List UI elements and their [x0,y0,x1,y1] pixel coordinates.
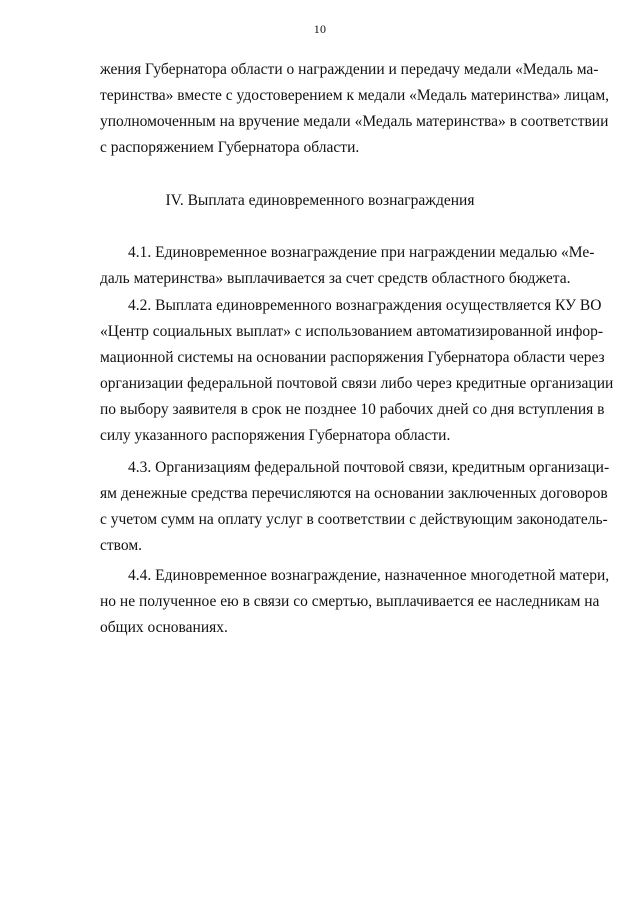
paragraph-4-1-line: даль материнства» выплачивается за счет средств областного бюджета. [100,270,571,287]
paragraph-4-2-line: мационной системы на основании распоряжения Губернатора области через [100,349,605,366]
paragraph-4-3-line: 4.3. Организациям федеральной почтовой связи, кредитным организаци- [128,459,610,476]
paragraph-4-4-line: общих основаниях. [100,619,228,636]
paragraph-4-2-line: силу указанного распоряжения Губернатора области. [100,427,451,444]
intro-line: уполномоченным на вручение медали «Медаль материнства» в соответствии [100,113,609,130]
paragraph-4-2-line: «Центр социальных выплат» с использованием автоматизированной инфор- [100,323,604,340]
paragraph-4-4-line: но не полученное ею в связи со смертью, выплачивается ее наследникам на [100,593,600,610]
paragraph-4-1-line: 4.1. Единовременное вознаграждение при награждении медалью «Ме- [128,244,595,261]
paragraph-4-2-line: организации федеральной почтовой связи либо через кредитные организации [100,375,614,392]
page-number: 10 [313,22,327,36]
intro-line: теринства» вместе с удостоверением к медали «Медаль материнства» лицам, [100,87,610,104]
paragraph-4-2-line: по выбору заявителя в срок не позднее 10 рабочих дней со дня вступления в [100,401,605,418]
intro-line: с распоряжением Губернатора области. [100,139,360,156]
paragraph-4-3-line: ством. [100,537,143,554]
paragraph-4-3-line: с учетом сумм на оплату услуг в соответствии с действующим законодатель- [100,511,608,528]
section-heading: IV. Выплата единовременного вознаграждения [165,192,475,209]
paragraph-4-4-line: 4.4. Единовременное вознаграждение, назначенное многодетной матери, [128,567,610,584]
paragraph-4-3-line: ям денежные средства перечисляются на основании заключенных договоров [100,485,608,502]
intro-line: жения Губернатора области о награждении и передачу медали «Медаль ма- [100,61,599,78]
paragraph-4-2-line: 4.2. Выплата единовременного вознаграждения осуществляется КУ ВО [128,297,602,314]
